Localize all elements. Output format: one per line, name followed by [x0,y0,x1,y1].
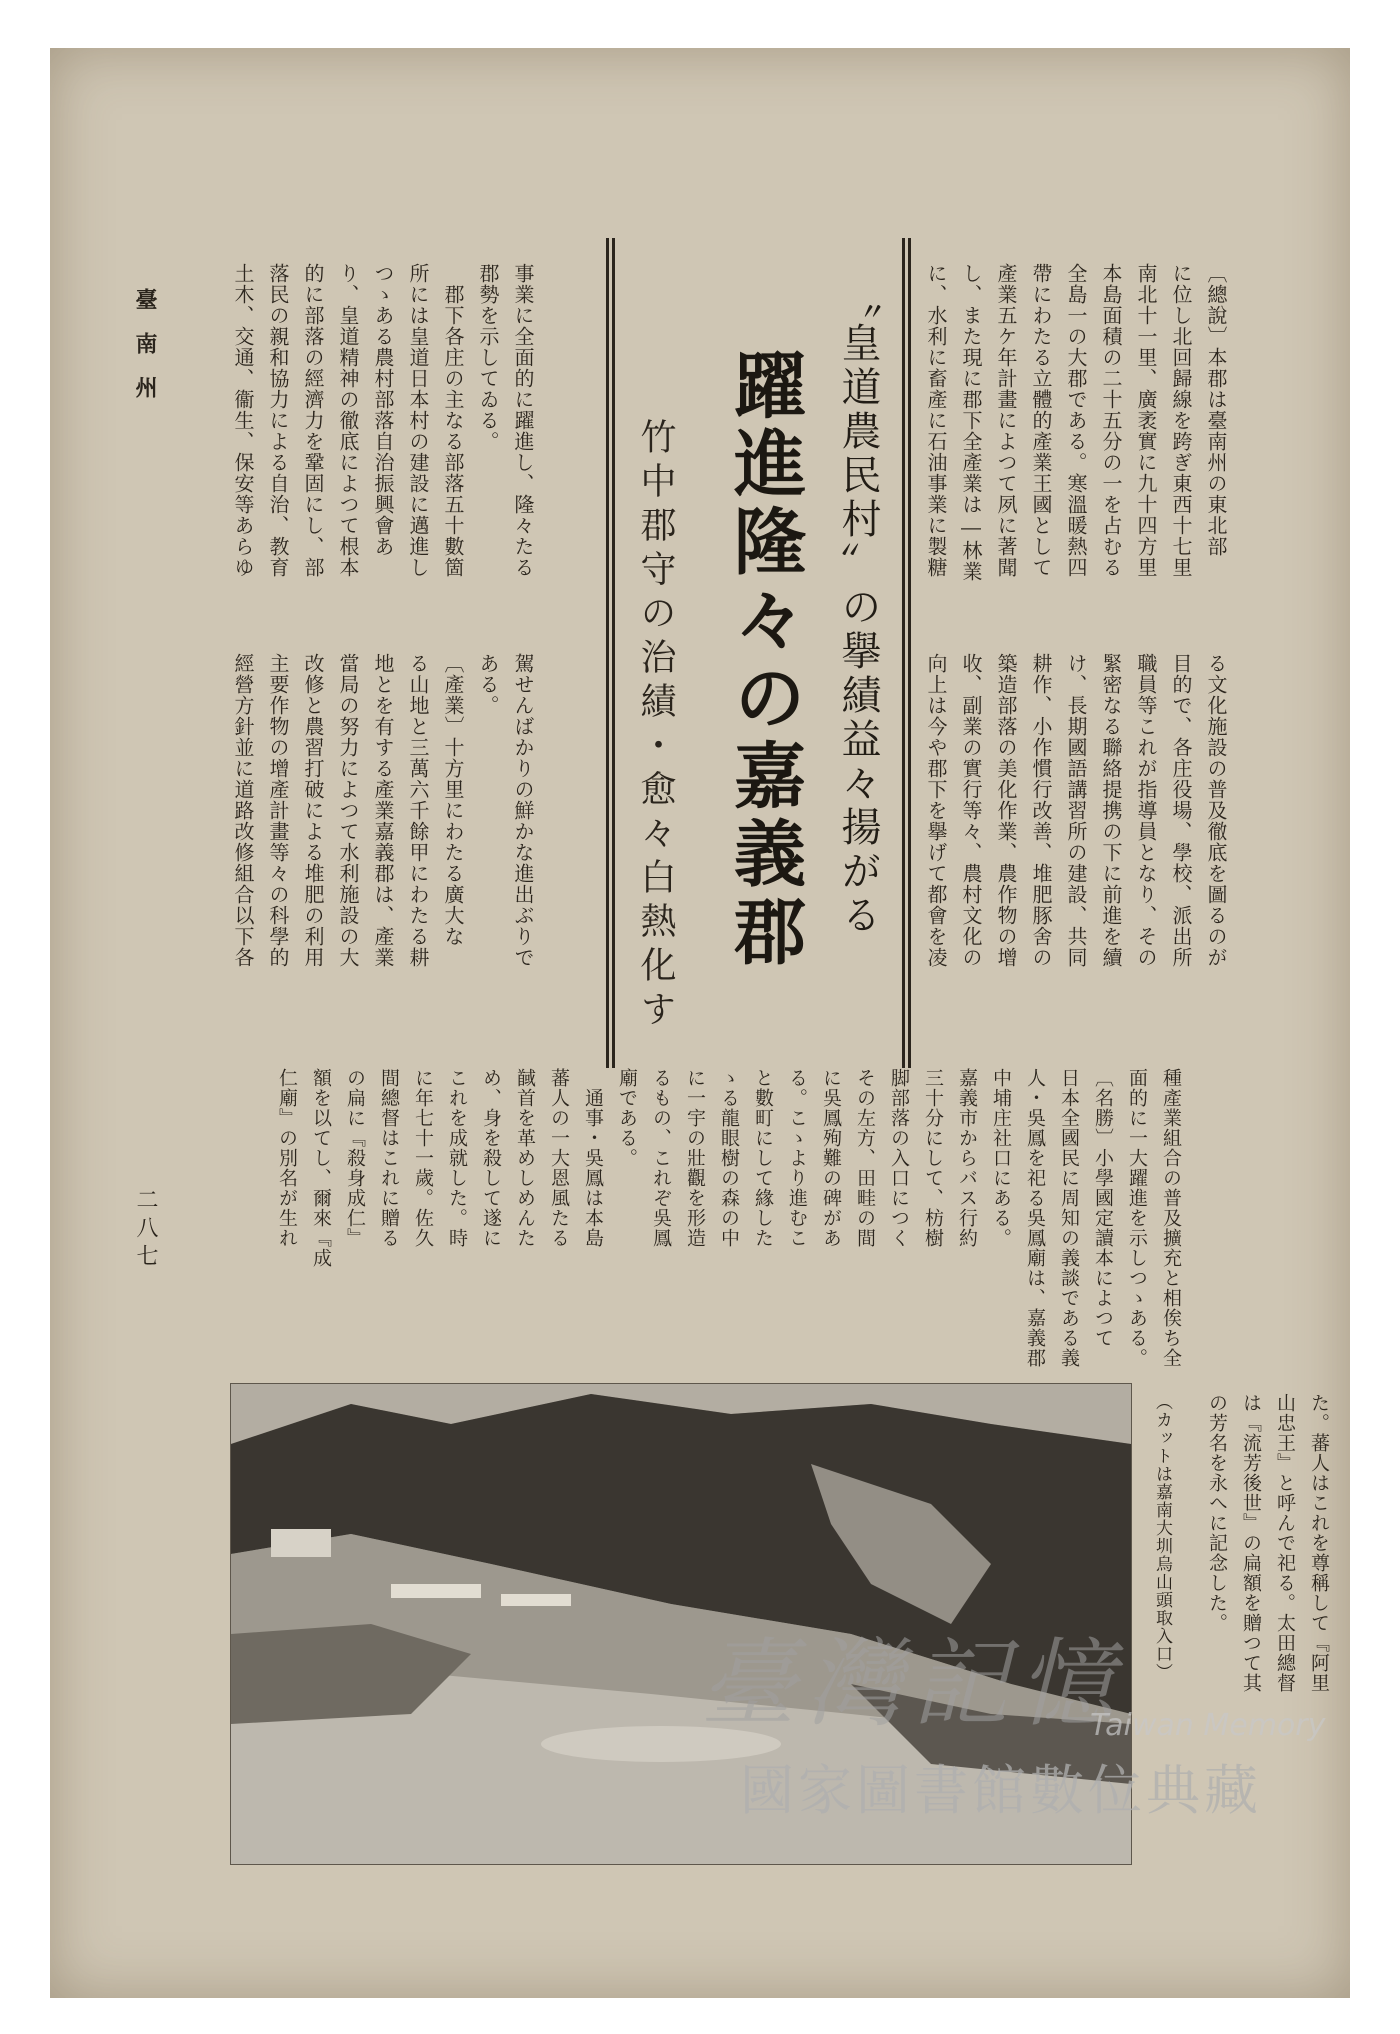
body-column-long: 種產業組合の普及擴充と相俟ち全 面的に一大躍進を示しつゝある。 〔名勝〕小學國定讀本によつて 日本全國民に周知の義談である義 人・吳鳳を祀る吳鳳廟は、嘉義郡 中埔庄社口にある。 嘉義市からバス行約 三十分にして、枋樹 脚部落の入口につく その左方、田畦の間 に吳鳳殉難の碑があ る。こゝより進むこ と數町にして緣した ゝる龍眼樹の森の中 に一宇の壯觀を形造 るもの、これぞ吳鳳 廟である。 通事・吳鳳は本島 蕃人の一大恩風たる 馘首を革めしめんた め、身を殺して遂に これを成就した。時 に年七十一歲。佐久 間總督はこれに贈る の扁に『殺身成仁』 額を以てし、爾來『成 仁廟』の別名が生れ [276,1068,1182,1368]
title-rule-left-inner [606,238,609,1068]
page-number: 二八七 [133,1188,158,1272]
body-column: 〔總說〕本郡は臺南州の東北部 に位し北回歸線を跨ぎ東西十七里 南北十一里、廣袤實に九十四方里 本島面積の二十五分の一を占むる 全島一の大郡である。寒溫暖熱四 帶にわたる立體的產業王國として 產業五ケ年計畫によつて夙に著聞 し、また現に郡下全產業は―林業 に、水利に畜產に石油事業に製糖 [924,263,1228,582]
body-column: た。蕃人はこれを尊稱して『阿里 山忠王』と呼んで祀る。太田總督 は『流芳後世』の扁額を贈つて其 の芳名を永へに記念した。 [1206,1393,1330,1693]
watermark-logo-text: 臺灣記憶 [700,1628,1124,1740]
body-column: 駕せんばかりの鮮かな進出ぶりで ある。 〔產業〕十方里にわたる廣大な る山地と三萬六千餘甲にわたる耕 地とを有する產業嘉義郡は、產業 當局の努力によつて水利施設の大 改修と農習打破による堆肥の利用 主要作物の增產計畫等々の科學的 經營方針並に道路改修組合以下各 [231,653,535,968]
watermark-library: 國家圖書館數位典藏 [740,1759,1262,1822]
running-head: 臺南州 [132,288,158,420]
article-byline: 竹中郡守の治績・愈々白熱化す [635,418,676,1034]
title-rule-left [612,238,615,1068]
body-column: る文化施設の普及徹底を圖るのが 目的で、各庄役場、學校、派出所 職員等これが指導員となり、その 緊密なる聯絡提携の下に前進を續 け、長期國語講習所の建設、共同 耕作、小作慣行改善、堆肥豚舍の 築造部落の美化作業、農作物の增 收、副業の實行等々、農村文化の 向上は今や郡下を擧げて都會を凌 [924,653,1228,968]
title-rule-right-inner [902,238,905,1068]
body-column: 事業に全面的に躍進し、隆々たる 郡勢を示してゐる。 郡下各庄の主なる部落五十數箇 所には皇道日本村の建設に邁進し つゝある農村部落自治振興會あ り、皇道精神の徹底によつて根本 的に部落の經濟力を鞏固にし、部 落民の親和協力による自治、教育 土木、交通、衞生、保安等あらゆ [231,263,535,578]
title-rule-right [908,238,911,1068]
watermark-english: Taiwan Memory [1090,1708,1326,1743]
magazine-page [50,48,1350,1998]
article-kicker: 〝皇道農民村〟の擧績益々揚がる [835,278,881,938]
article-headline: 躍進隆々の嘉義郡 [722,348,807,972]
photo-caption: （カットは嘉南大圳烏山頭取入口） [1152,1393,1172,1681]
